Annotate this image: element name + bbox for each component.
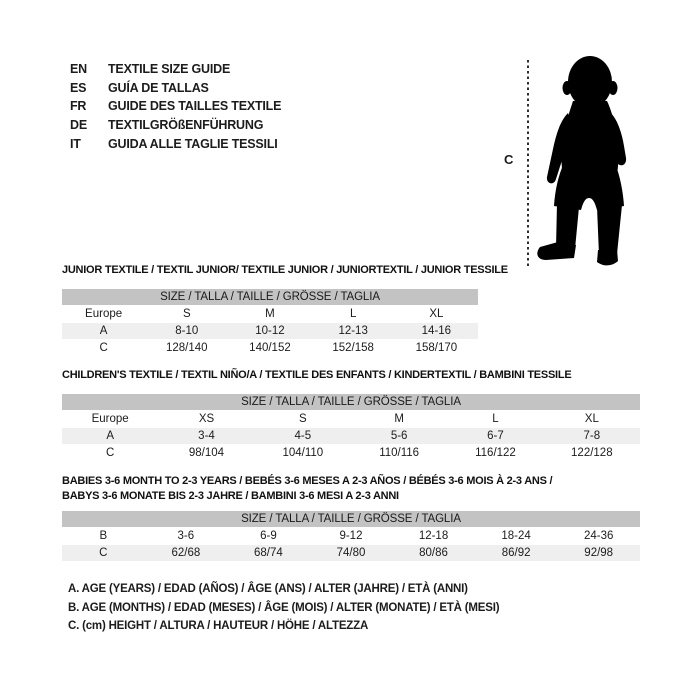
age-cell: 18-24 xyxy=(475,528,558,545)
toddler-silhouette-icon xyxy=(533,55,645,270)
language-code: IT xyxy=(70,136,81,151)
size-cell: S xyxy=(255,411,351,428)
height-cell: 152/158 xyxy=(312,340,395,357)
language-row-es xyxy=(70,79,281,98)
size-cell: L xyxy=(312,306,395,323)
table-row xyxy=(62,545,640,562)
row-label: Europe xyxy=(62,411,158,428)
babies-section-titles xyxy=(62,474,640,504)
size-header-bar: SIZE / TALLA / TAILLE / GRÖSSE / TAGLIA xyxy=(62,394,640,411)
age-cell: 6-9 xyxy=(227,528,310,545)
table-row xyxy=(62,340,478,357)
language-row-it xyxy=(70,134,281,153)
size-header-row xyxy=(62,511,640,528)
childrens-section-title: CHILDREN'S TEXTILE / TEXTIL NIÑO/A / TEXTILE DES ENFANTS / KINDERTEXTIL / BAMBINI TESSILE xyxy=(62,369,572,381)
size-cell: XL xyxy=(544,411,640,428)
height-cell: 104/110 xyxy=(255,445,351,462)
age-cell: 24-36 xyxy=(557,528,640,545)
table-row xyxy=(62,411,640,428)
height-cell: 116/122 xyxy=(447,445,543,462)
row-label: A xyxy=(62,323,145,340)
height-cell: 128/140 xyxy=(145,340,228,357)
table-row xyxy=(62,323,478,340)
language-row-fr xyxy=(70,97,281,116)
height-cell: 86/92 xyxy=(475,545,558,562)
footnote-c: C. (cm) HEIGHT / ALTURA / HAUTEUR / HÖHE / ALTEZZA xyxy=(68,620,369,632)
language-code: ES xyxy=(70,80,87,95)
size-header-row xyxy=(62,289,478,306)
babies-textile-section xyxy=(62,474,640,562)
row-label: B xyxy=(62,528,145,545)
height-cell: 92/98 xyxy=(557,545,640,562)
table-row xyxy=(62,306,478,323)
age-cell: 4-5 xyxy=(255,428,351,445)
language-title: GUIDE DES TAILLES TEXTILE xyxy=(108,99,282,114)
junior-section-title: JUNIOR TEXTILE / TEXTIL JUNIOR/ TEXTILE JUNIOR / JUNIORTEXTIL / JUNIOR TESSILE xyxy=(62,264,508,276)
height-cell: 110/116 xyxy=(351,445,447,462)
language-list xyxy=(70,60,281,153)
table-row xyxy=(62,445,640,462)
age-cell: 5-6 xyxy=(351,428,447,445)
size-cell: S xyxy=(145,306,228,323)
height-cell: 68/74 xyxy=(227,545,310,562)
babies-section-title-line2: BABYS 3-6 MONATE BIS 2-3 JAHRE / BAMBINI 3-6 MESI A 2-3 ANNI xyxy=(62,490,399,502)
age-cell: 7-8 xyxy=(544,428,640,445)
age-cell: 6-7 xyxy=(447,428,543,445)
age-cell: 14-16 xyxy=(395,323,478,340)
row-label: C xyxy=(62,545,145,562)
childrens-textile-section xyxy=(62,368,640,462)
footnote-a: A. AGE (YEARS) / EDAD (AÑOS) / ÂGE (ANS) / ALTER (JAHRE) / ETÀ (ANNI) xyxy=(68,583,468,595)
language-title: TEXTILE SIZE GUIDE xyxy=(108,62,231,77)
height-cell: 140/152 xyxy=(228,340,311,357)
size-cell: XL xyxy=(395,306,478,323)
size-cell: XS xyxy=(158,411,254,428)
language-title: GUÍA DE TALLAS xyxy=(108,80,209,95)
table-row xyxy=(62,528,640,545)
size-header-bar: SIZE / TALLA / TAILLE / GRÖSSE / TAGLIA xyxy=(62,511,640,528)
language-code: DE xyxy=(70,118,87,133)
age-cell: 9-12 xyxy=(310,528,393,545)
height-cell: 158/170 xyxy=(395,340,478,357)
row-label: C xyxy=(62,445,158,462)
age-cell: 3-6 xyxy=(145,528,228,545)
age-cell: 12-18 xyxy=(392,528,475,545)
height-cell: 62/68 xyxy=(145,545,228,562)
babies-size-table xyxy=(62,511,640,562)
height-cell: 74/80 xyxy=(310,545,393,562)
row-label: C xyxy=(62,340,145,357)
height-cell: 80/86 xyxy=(392,545,475,562)
height-measure-dashed-line xyxy=(527,60,529,268)
height-measure-label: C xyxy=(504,152,514,167)
size-cell: L xyxy=(447,411,543,428)
age-cell: 12-13 xyxy=(312,323,395,340)
language-row-en xyxy=(70,60,281,79)
language-code: EN xyxy=(70,62,87,77)
childrens-size-table xyxy=(62,394,640,462)
language-row-de xyxy=(70,116,281,135)
language-title: GUIDA ALLE TAGLIE TESSILI xyxy=(108,136,278,151)
table-row xyxy=(62,428,640,445)
row-label: Europe xyxy=(62,306,145,323)
legend-footnotes xyxy=(68,580,499,636)
age-cell: 10-12 xyxy=(228,323,311,340)
size-cell: M xyxy=(228,306,311,323)
language-code: FR xyxy=(70,99,87,114)
footnote-b: B. AGE (MONTHS) / EDAD (MESES) / ÂGE (MOIS) / ALTER (MONATE) / ETÀ (MESI) xyxy=(68,601,500,614)
junior-size-table xyxy=(62,289,478,357)
junior-textile-section xyxy=(62,263,508,357)
size-header-bar: SIZE / TALLA / TAILLE / GRÖSSE / TAGLIA xyxy=(62,289,478,306)
height-cell: 122/128 xyxy=(544,445,640,462)
babies-section-title-line1: BABIES 3-6 MONTH TO 2-3 YEARS / BEBÉS 3-6 MESES A 2-3 AÑOS / BÉBÉS 3-6 MOIS À 2-3 ANS / xyxy=(62,475,553,487)
size-header-row xyxy=(62,394,640,411)
age-cell: 3-4 xyxy=(158,428,254,445)
language-title: TEXTILGRÖßENFÜHRUNG xyxy=(108,118,264,133)
row-label: A xyxy=(62,428,158,445)
size-cell: M xyxy=(351,411,447,428)
height-cell: 98/104 xyxy=(158,445,254,462)
age-cell: 8-10 xyxy=(145,323,228,340)
